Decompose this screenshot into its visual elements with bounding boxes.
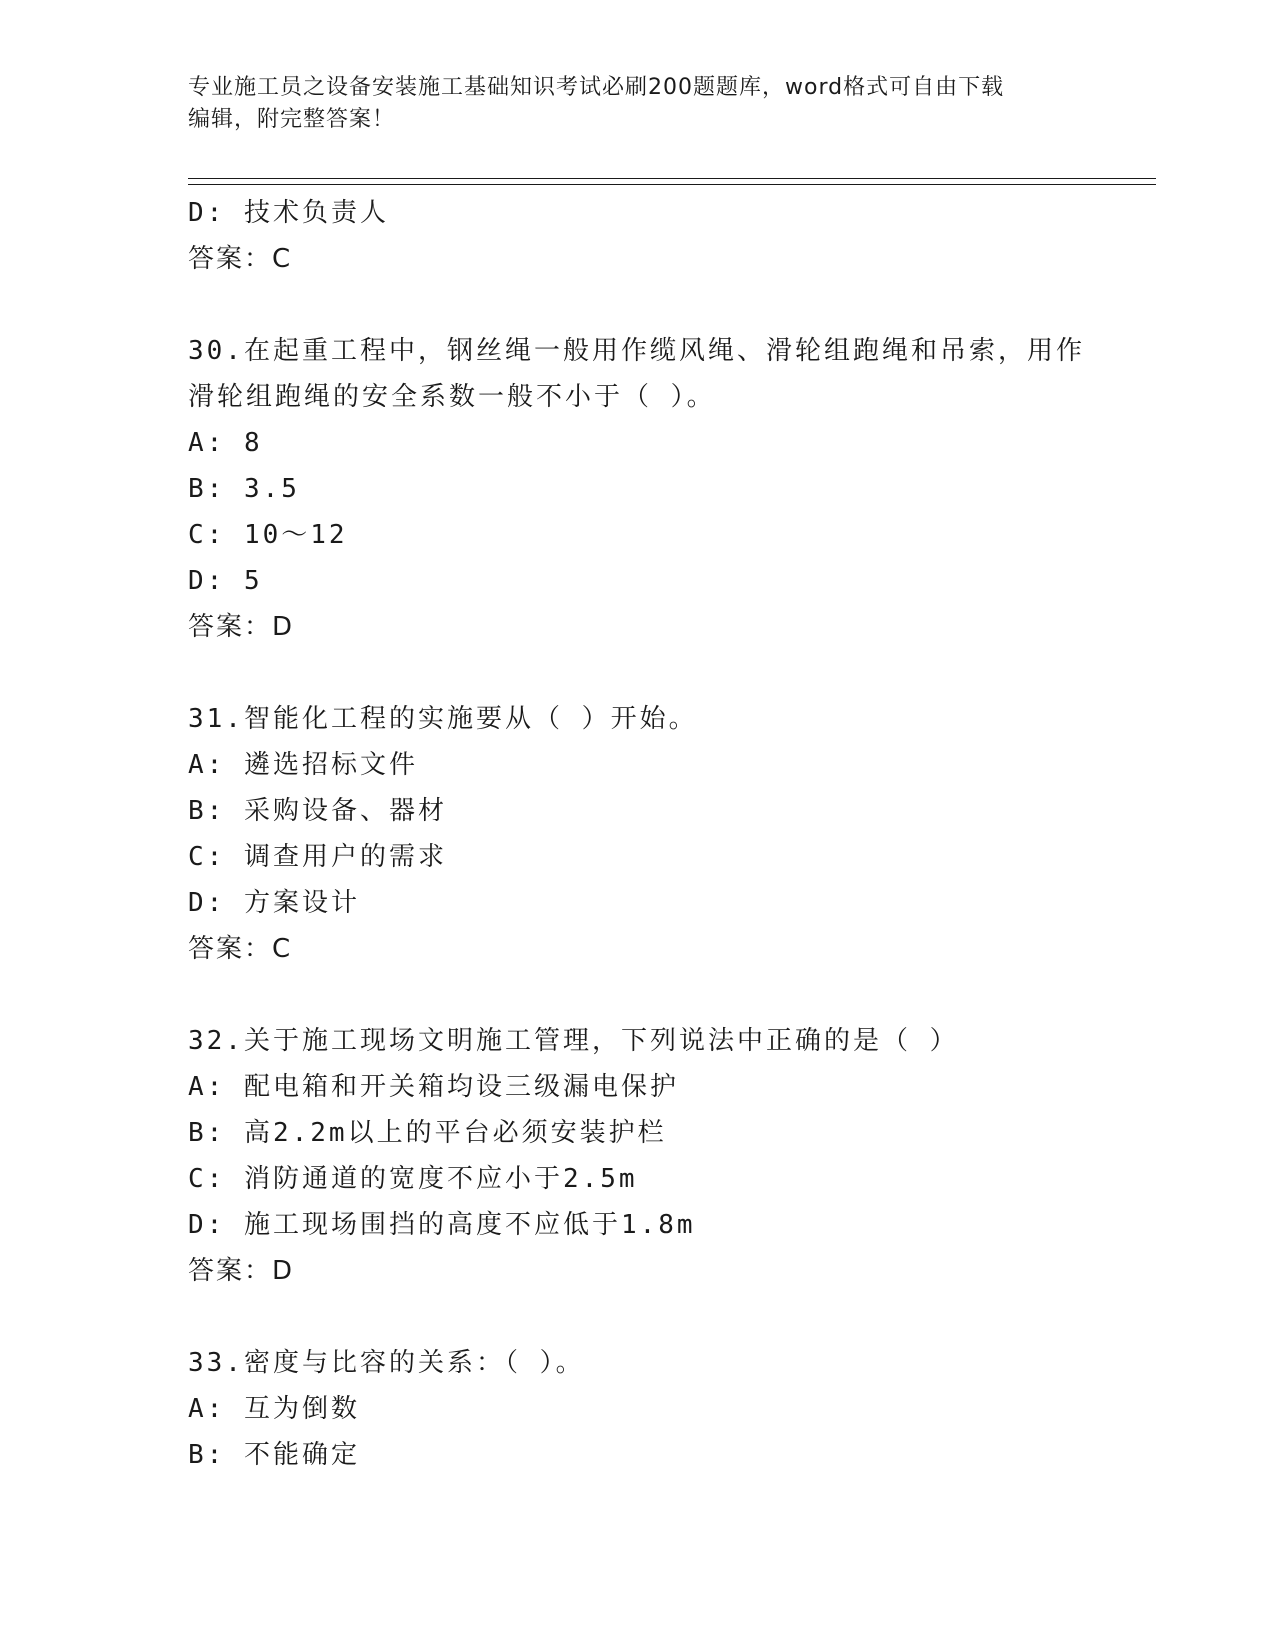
- spacer: [188, 1294, 1088, 1340]
- option-a: A: 8: [188, 428, 263, 458]
- header-title-line-2: 编辑，附完整答案！: [188, 107, 396, 132]
- option-b: B: 采购设备、器材: [188, 796, 447, 826]
- question-text-line-2: 滑轮组跑绳的安全系数一般不小于（ ）。: [188, 382, 716, 412]
- answer-label: 答案：D: [188, 612, 295, 642]
- option-d: D: 方案设计: [188, 888, 360, 918]
- answer-label: 答案：C: [188, 934, 293, 964]
- option-a: A: 互为倒数: [188, 1394, 360, 1424]
- option-b: B: 高2.2m以上的平台必须安装护栏: [188, 1118, 667, 1148]
- question-block-30: [188, 328, 1088, 650]
- question-block-33: [188, 1340, 1088, 1478]
- question-text-line-1: 31.智能化工程的实施要从（ ）开始。: [188, 704, 698, 734]
- question-text-line-1: 33.密度与比容的关系：（ ）。: [188, 1348, 585, 1378]
- option-b: B: 不能确定: [188, 1440, 360, 1470]
- document-body: [188, 190, 1088, 1478]
- header-title-line-1: 专业施工员之设备安装施工基础知识考试必刷200题题库，word格式可自由下载: [188, 75, 1005, 100]
- option-b: B: 3.5: [188, 474, 300, 504]
- option-a: A: 遴选招标文件: [188, 750, 418, 780]
- question-block-31: [188, 696, 1088, 972]
- spacer: [188, 972, 1088, 1018]
- option-c: C: 调查用户的需求: [188, 842, 447, 872]
- document-header: [188, 72, 1088, 136]
- question-text-line-1: 32.关于施工现场文明施工管理，下列说法中正确的是（ ）: [188, 1026, 959, 1056]
- option-d: D: 5: [188, 566, 263, 596]
- question-block-32: [188, 1018, 1088, 1294]
- answer-label: 答案：C: [188, 244, 293, 274]
- option-d: D: 施工现场围挡的高度不应低于1.8m: [188, 1210, 696, 1240]
- header-divider-top: [188, 178, 1156, 179]
- answer-label: 答案：D: [188, 1256, 295, 1286]
- header-divider-bottom: [188, 184, 1156, 185]
- option-d: D: 技术负责人: [188, 198, 389, 228]
- option-a: A: 配电箱和开关箱均设三级漏电保护: [188, 1072, 679, 1102]
- question-text-line-1: 30.在起重工程中，钢丝绳一般用作缆风绳、滑轮组跑绳和吊索，用作: [188, 336, 1085, 366]
- spacer: [188, 282, 1088, 328]
- spacer: [188, 650, 1088, 696]
- question-block-29: [188, 190, 1088, 282]
- option-c: C: 10～12: [188, 520, 348, 550]
- option-c: C: 消防通道的宽度不应小于2.5m: [188, 1164, 638, 1194]
